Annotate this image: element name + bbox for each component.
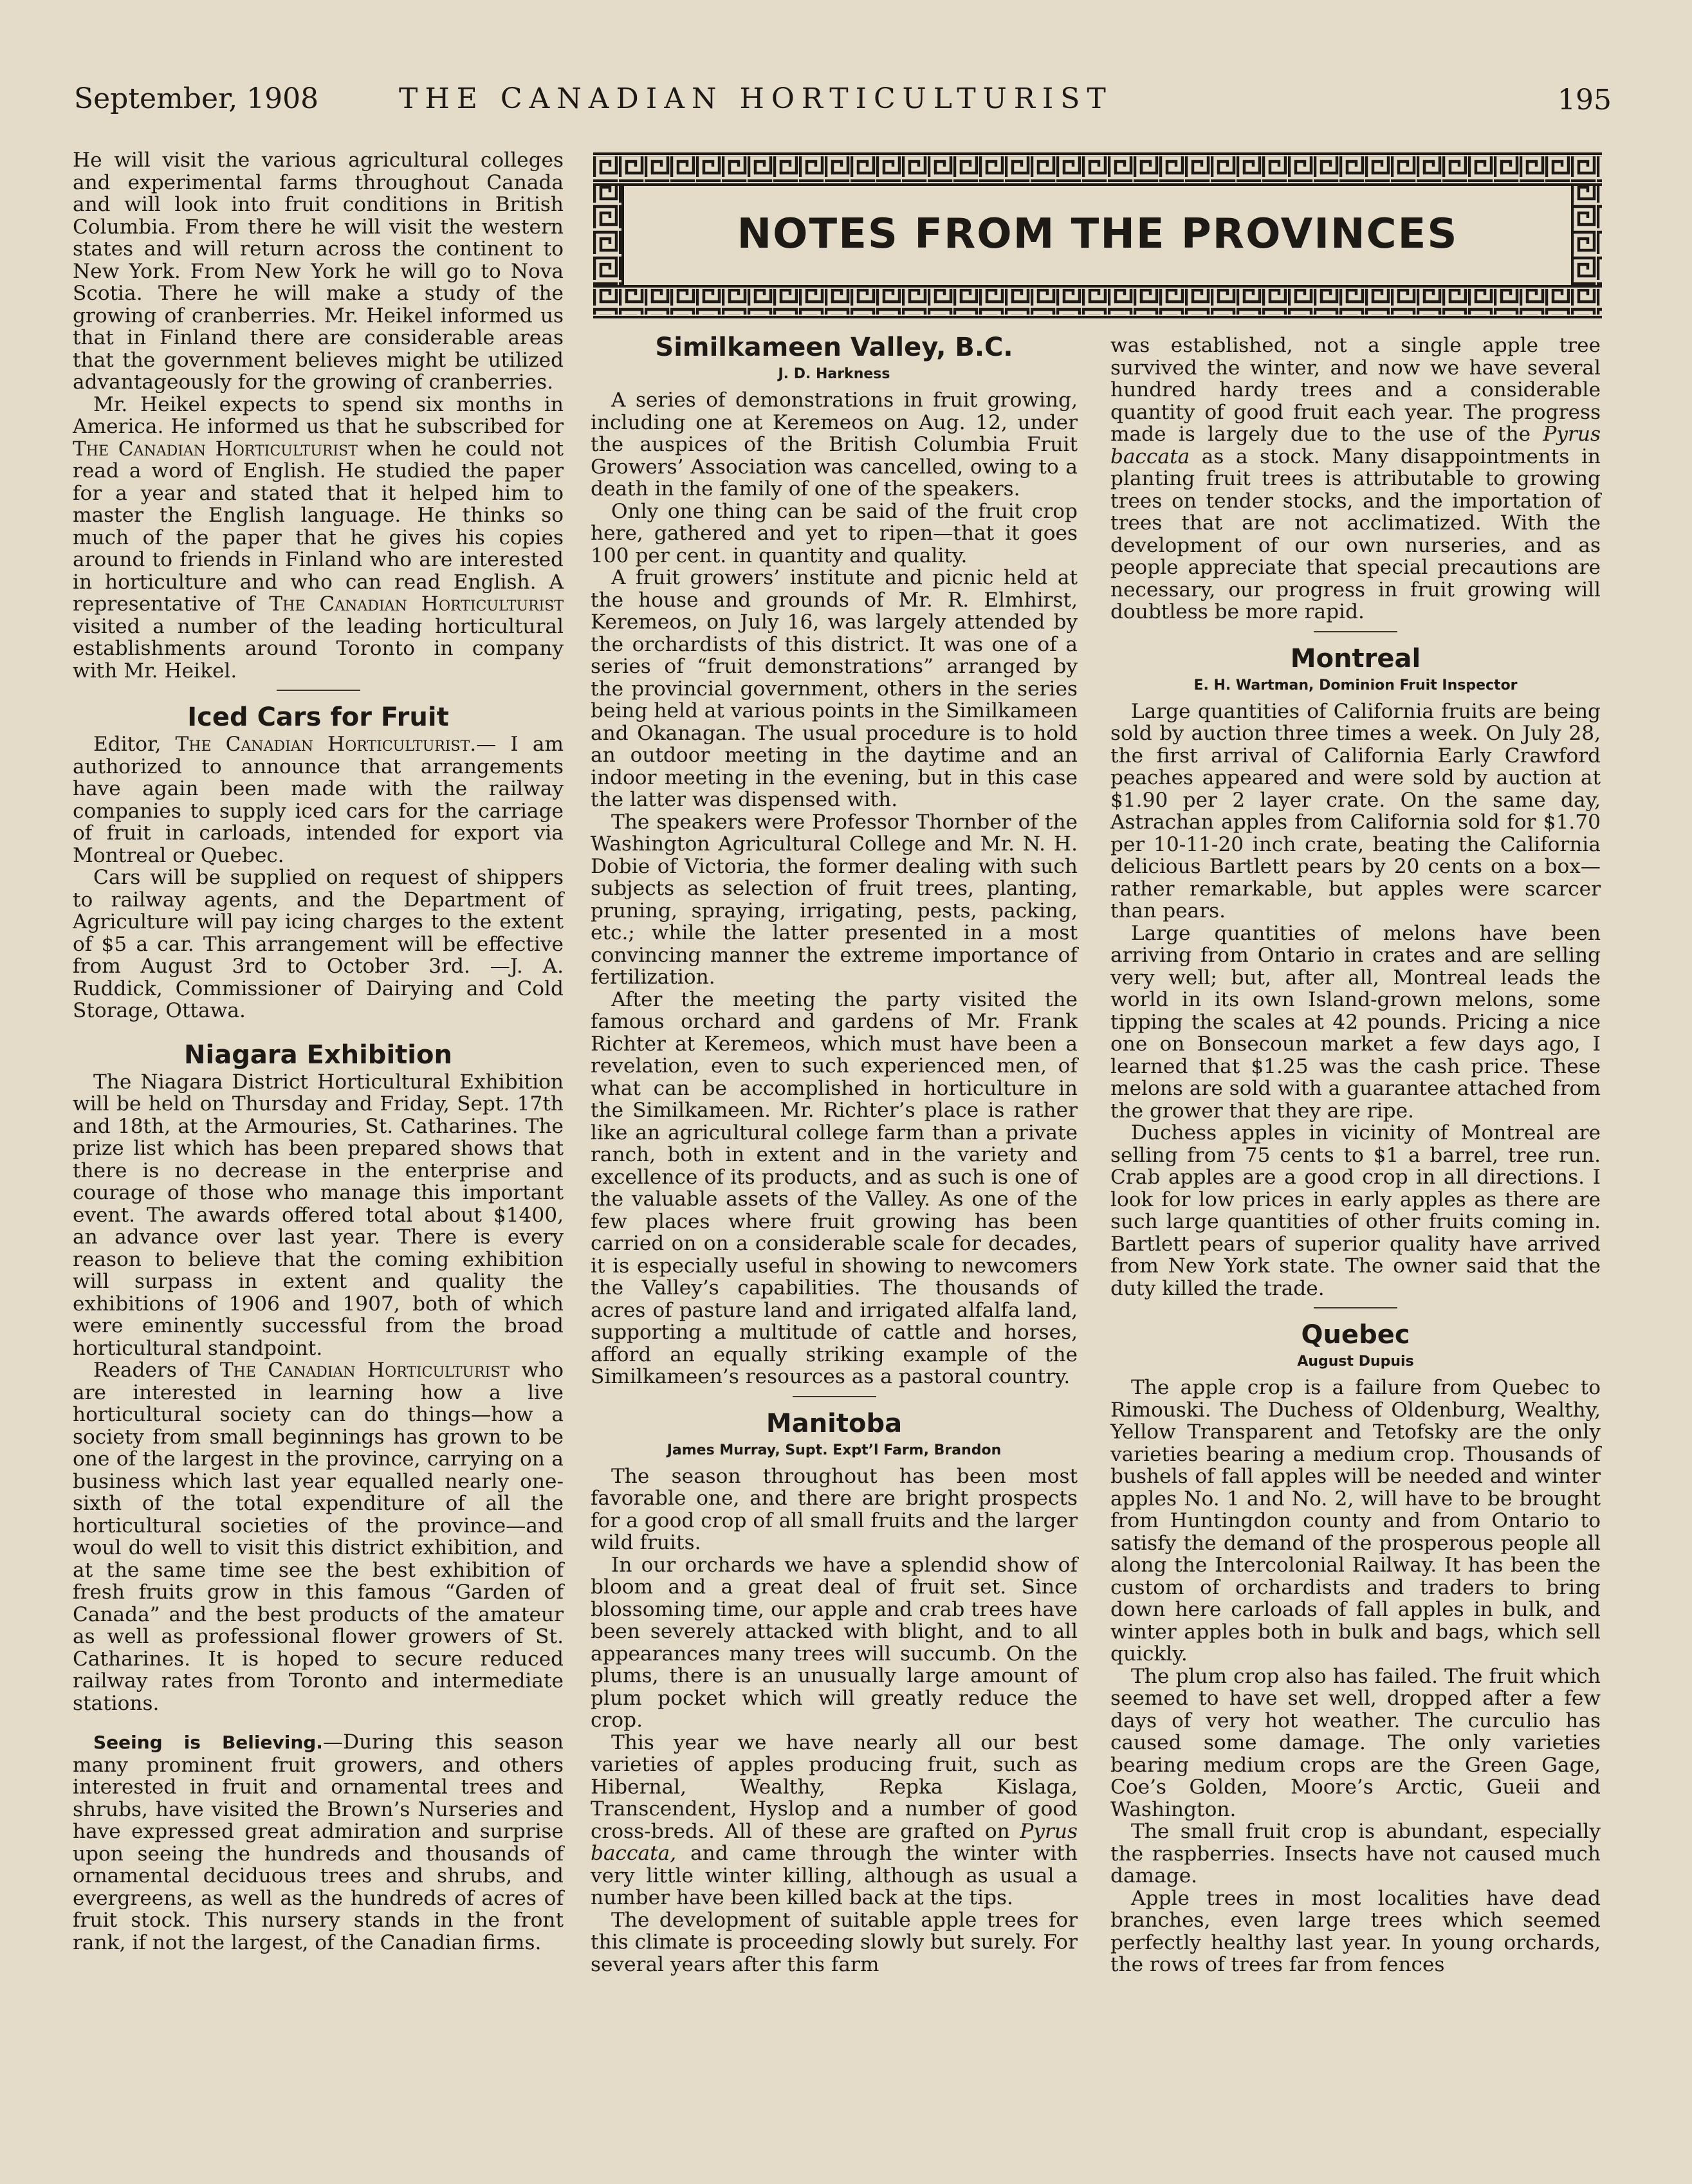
magazine-name: The Canadian Horticulturist [269,592,564,616]
manitoba-paragraph-1: The season throughout has been most favorable one, and there are bright prospects for a good crop of all small fruits and the larger wild fruits. [591,1464,1078,1554]
issue-date: September, 1908 [74,82,319,115]
quebec-paragraph-3: The small fruit crop is abundant, especially the raspberries. Insects have not caused much damage. [1110,1820,1601,1887]
heikel-paragraph-2: Mr. Heikel expects to spend six months in America. He informed us that he subscribed for The Canadian Horticulturist when he could not read a word of English. He studied the paper for a year and stated that it helped him to master the English language. He thinks so much of the paper that he gives his copies around to friends in Finland who are interested in horticulture and who can read English. A representative of The Canadian Horticulturist visited a number of the leading horticultural establishments around Toronto in company with Mr. Heikel. [73,392,564,683]
montreal-heading: Montreal [1290,643,1421,674]
montreal-paragraph-2: Large quantities of melons have been arriving from Ontario in crates and are selling very well; but, after all, Montreal leads the world in its own Island-grown melons, some tipping the scales at 42 pounds. Pricing a nice one on Bonsecoun market a few days ago, I learned that $1.25 was the cash price. These melons are sold with a guarantee attached from the grower that they are ripe. [1110,921,1601,1123]
niagara-paragraph-2: Readers of The Canadian Horticulturist who are interested in learning how a live horticultural society can do things—how a society from small beginnings has grown to be one of the largest in the province, carrying on a business which last year equalled nearly one-sixth of the total expenditure of all the horticultural societies of the province—and woul do well to visit this district exhibition, and at the same time see the best exhibition of fresh fruits grow in this famous “Garden of Canada” and the best products of the amateur as well as professional flower growers of St. Catharines. It is hoped to secure reduced railway rates from Toronto and intermediate stations. [73,1359,564,1715]
similkameen-paragraph-5: After the meeting the party visited the famous orchard and gardens of Mr. Frank Richter at Keremeos, which must have been a revelation, even to such experienced men, of what can be accomplished in horticulture in the Similkameen. Mr. Richter’s place is rather like an agricultural college farm than a private ranch, both in extent and in the variety and excellence of its products, and as such is one of the valuable assets of the Valley. As one of the few places where fruit growing has been carried on on a considerable scale for decades, it is especially useful in showing to newcomers the Valley’s capabilities. The thousands of acres of pasture land and irrigated alfalfa land, supporting a multitude of cattle and horses, afford an equally striking example of the Similkameen’s resources as a pastoral country. [591,987,1078,1388]
similkameen-paragraph-2: Only one thing can be said of the fruit crop here, gathered and yet to ripen—that it goes 100 per cent. in quantity and quality. [591,499,1078,567]
similkameen-heading: Similkameen Valley, B.C. [655,333,1013,362]
iced-cars-paragraph-1: Editor, The Canadian Horticulturist.— I am authorized to announce that arrangements have again been made with the railway companies to supply iced cars for the carriage of fruit in carloads, intended for export via Montreal or Quebec. [73,733,564,867]
magazine-name: The Canadian Horticulturist [73,437,358,461]
manitoba-continued-paragraph: was established, not a single apple tree survived the winter, and now we have several hundred hardy trees and a considerable quantity of good fruit each year. The progress made is largely due to the use of the Pyrus baccata as a stock. Many disappointments in planting fruit trees is attributable to growing trees on tender stocks, and the importation of trees that are not acclimatized. With the development of our own nurseries, and as people appreciate that special precautions are necessary, our progress in fruit growing will doubtless be more rapid. [1110,334,1601,623]
right-column [1110,335,1601,1976]
magazine-title: THE CANADIAN HORTICULTURIST [399,82,1113,115]
manitoba-paragraph-4: The development of suitable apple trees for this climate is proceeding slowly but surely. For several years after this farm [591,1908,1078,1976]
iced-cars-paragraph-2: Cars will be supplied on request of shippers to railway agents, and the Department of Agriculture will pay icing charges to the extent of $5 a car. This arrangement will be effective from August 3rd to October 3rd. —J. A. Ruddick, Commissioner of Dairying and Cold Storage, Ottawa. [73,866,564,1022]
manitoba-byline: James Murray, Supt. Expt’l Farm, Brandon [667,1442,1002,1458]
montreal-byline: E. H. Wartman, Dominion Fruit Inspector [1193,677,1518,693]
niagara-heading: Niagara Exhibition [184,1040,452,1070]
left-column [73,149,564,1954]
similkameen-paragraph-3: A fruit growers’ institute and picnic held at the house and grounds of Mr. R. Elmhirst, Keremeos, on July 16, was largely attended by the orchardists of this district. It was one of a series of “fruit demonstrations” arranged by the provincial government, others in the series being held at various points in the Similkameen and Okanagan. The usual procedure is to hold an outdoor meeting in the daytime and an indoor meeting in the evening, but in this case the latter was dispensed with. [591,566,1078,811]
quebec-paragraph-2: The plum crop also has failed. The fruit which seemed to have set well, dropped after a few days of very hot weather. The curculio has caused some damage. The only varieties bearing medium crops are the Green Gage, Coe’s Golden, Moore’s Arctic, Gueii and Washington. [1110,1664,1601,1821]
seeing-is-believing-runin: Seeing is Believing. [93,1732,323,1753]
quebec-paragraph-1: The apple crop is a failure from Quebec to Rimouski. The Duchess of Oldenburg, Wealthy, Yellow Transparent and Tetofsky are the only varieties bearing a medium crop. Thousands of bushels of fall apples will be needed and winter apples No. 1 and No. 2, will have to be brought from Huntingdon county and from Ontario to satisfy the demand of the prosperous people all along the Intercolonial Railway. It has been the custom of orchardists and traders to bring down here carloads of fall apples in bulk, and winter apples both in bulk and bags, which sell quickly. [1110,1376,1601,1666]
montreal-paragraph-3: Duchess apples in vicinity of Montreal are selling from 75 cents to $1 a barrel, tree run. Crab apples are a good crop in all directions. I look for low prices in early apples as there are such large quantities of other fruits coming in. Bartlett pears of superior quality have arrived from New York state. The owner said that the duty killed the trade. [1110,1121,1601,1300]
species-name: Pyrus baccata [1110,423,1601,468]
middle-column [591,331,1078,1976]
section-divider [277,690,360,691]
page-number: 195 [1558,84,1612,116]
manitoba-paragraph-3: This year we have nearly all our best varieties of apples producing fruit, such as Hibernal, Wealthy, Repka Kislaga, Transcendent, Hyslop and a number of good cross-breds. All of these are grafted on Pyrus baccata, and came through the winter with very little winter killing, although as usual a number have been killed back at the tips. [591,1730,1078,1909]
section-divider [1314,631,1397,632]
quebec-paragraph-4: Apple trees in most localities have dead branches, even large trees which seemed perfectly healthy last year. In young orchards, the rows of trees far from fences [1110,1886,1601,1976]
quebec-heading: Quebec [1301,1320,1410,1350]
magazine-name: The Canadian Horticulturist [175,733,470,756]
niagara-paragraph-1: The Niagara District Horticultural Exhibition will be held on Thursday and Friday, Sept. 17th and 18th, at the Armouries, St. Catharines. The prize list which has been prepared shows that there is no decrease in the enterprise and courage of those who manage this important event. The awards offered total about $1400, an advance over last year. There is every reason to believe that the coming exhibition will surpass in extent and quality the exhibitions of 1906 and 1907, both of which were eminently successful from the broad horticultural standpoint. [73,1070,564,1360]
seeing-is-believing-paragraph: Seeing is Believing.—During this season many prominent fruit growers, and others interested in fruit and ornamental trees and shrubs, have visited the Brown’s Nurseries and have expressed great admiration and surprise upon seeing the hundreds and thousands of ornamental deciduous trees and shrubs, and evergreens, as well as the hundreds of acres of fruit stock. This nursery stands in the front rank, if not the largest, of the Canadian firms. [73,1730,564,1954]
similkameen-paragraph-4: The speakers were Professor Thornber of the Washington Agricultural College and Mr. N. H. Dobie of Victoria, the former dealing with such subjects as selection of fruit trees, planting, pruning, spraying, irrigating, pests, packing, etc.; while the latter presented in a most convincing manner the extreme importance of fertilization. [591,810,1078,989]
section-divider [793,1396,876,1397]
section-divider [1314,1307,1397,1308]
iced-cars-heading: Iced Cars for Fruit [187,702,449,732]
heikel-paragraph-1: He will visit the various agricultural colleges and experimental farms throughout Canada and will look into fruit conditions in British Columbia. From there he will visit the western states and will return across the continent to New York. From New York he will go to Nova Scotia. There he will make a study of the growing of cranberries. Mr. Heikel informed us that in Finland there are considerable areas that the government believes might be utilized advantageously for the growing of cranberries. [73,149,564,394]
magazine-name: The Canadian Horticulturist [219,1359,510,1382]
similkameen-paragraph-1: A series of demonstrations in fruit growing, including one at Keremeos on Aug. 12, under the auspices of the British Columbia Fruit Growers’ Association was cancelled, owing to a death in the family of one of the speakers. [591,389,1078,500]
banner-title: NOTES FROM THE PROVINCES [737,210,1458,258]
similkameen-byline: J. D. Harkness [778,366,890,382]
running-head [74,82,1612,121]
manitoba-heading: Manitoba [766,1408,903,1438]
notes-banner [593,152,1602,318]
montreal-paragraph-1: Large quantities of California fruits are being sold by auction three times a week. On July 28, the first arrival of California Early Crawford peaches appeared and were sold by auction at $1.90 per 2 layer crate. On the same day, Astrachan apples from California sold for $1.70 per 10-11-20 inch crate, beating the California delicious Bartlett pears by 20 cents on a box—rather remarkable, but apples were scarcer than pears. [1110,699,1601,922]
manitoba-paragraph-2: In our orchards we have a splendid show of bloom and a great deal of fruit set. Since blossoming time, our apple and crab trees have been severely attacked with blight, and to all appearances many trees will succumb. On the plums, there is an unusually large amount of plum pocket which will greatly reduce the crop. [591,1553,1078,1732]
quebec-byline: August Dupuis [1297,1354,1414,1370]
species-name: Pyrus baccata, [591,1819,1078,1865]
